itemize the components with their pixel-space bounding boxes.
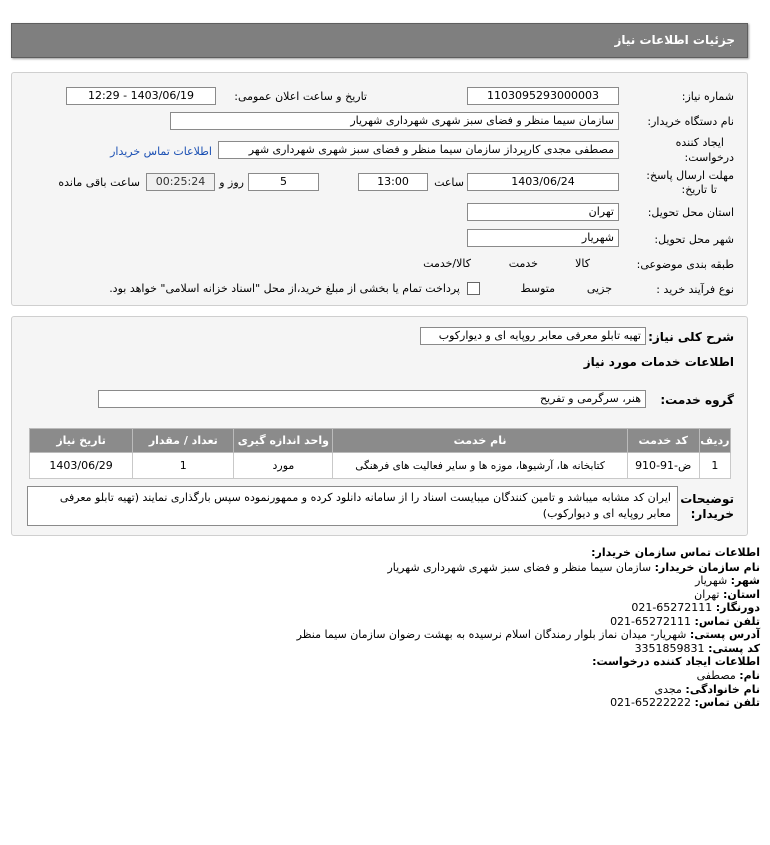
delivery-city-field: شهریار [467,229,619,247]
remaining-time-label: ساعت باقی مانده [58,176,140,189]
org-address-label: آدرس پستی: [689,628,760,641]
cell-service-code: ض-91-910 [627,453,699,479]
org-contact-heading: اطلاعات تماس سازمان خریدار: [591,546,760,559]
col-quantity: تعداد / مقدار [133,429,234,453]
creator-last-name-label: نام خانوادگی: [685,683,760,696]
buyer-notes-label-2: خریدار: [690,507,734,521]
col-need-date: تاریخ نیاز [30,429,133,453]
summary-label: شرح کلی نیاز: [648,330,734,344]
page-title: جزئیات اطلاعات نیاز [614,33,735,47]
delivery-city-label: شهر محل تحویل: [654,233,734,246]
creator-phone-value: 021-65222222 [610,696,692,709]
org-city-value: شهریار [695,574,728,587]
cell-service-name: کتابخانه ها، آرشیوها، موزه ها و سایر فعالیت های فرهنگی [333,453,627,479]
org-city-line [695,574,760,588]
deadline-label-1: مهلت ارسال پاسخ: [646,169,734,182]
deadline-time-label: ساعت [434,176,464,189]
remaining-time-field: 00:25:24 [146,173,215,191]
org-address-line [297,628,760,642]
col-service-code: کد خدمت [627,429,699,453]
creator-last-name-line [655,683,760,697]
cell-row-number: 1 [699,453,730,479]
buyer-org-field: سازمان سیما منظر و فضای سبز شهری شهرداری شهریار [170,112,619,130]
creator-phone-line [610,696,760,710]
services-heading: اطلاعات خدمات مورد نیاز [583,355,734,369]
category-label: طبقه بندی موضوعی: [636,258,734,271]
creator-first-name-label: نام: [739,669,760,682]
cell-unit: مورد [234,453,333,479]
announce-field: 1403/06/19 - 12:29 [66,87,216,105]
col-service-name: نام خدمت [333,429,627,453]
summary-field: تهیه تابلو معرفی معابر رو‌پایه ای و دیوارکوب [420,327,646,345]
deadline-label-2: تا تاریخ: [681,183,717,196]
cell-quantity: 1 [133,453,234,479]
buyer-notes-label-1: توضیحات [680,492,734,506]
need-number-label: شماره نیاز: [681,90,734,103]
creator-field: مصطفی مجدی کارپرداز سازمان سیما منظر و فضای سبز شهری شهرداری شهر [218,141,619,159]
org-fax-value: 021-65272111 [631,601,713,614]
org-province-value: تهران [694,588,720,601]
col-unit: واحد اندازه گیری [234,429,333,453]
treasury-payment-note: پرداخت تمام یا بخشی از مبلغ خرید،از محل "اسناد خزانه اسلامی" خواهد بود. [109,282,460,295]
org-phone-label: تلفن تماس: [694,615,760,628]
org-postal-label: کد پستی: [708,642,760,655]
creator-first-name-line [697,669,760,683]
buyer-contact-link[interactable]: اطلاعات تماس خریدار [110,145,212,158]
service-group-field: هنر، سرگرمی و تفریح [98,390,646,408]
services-table-header [30,429,731,453]
org-postal-line [635,642,760,656]
table-row [30,453,731,479]
service-group-label: گروه خدمت: [660,393,734,407]
deadline-time-field: 13:00 [358,173,428,191]
creator-label-1: ایجاد کننده [675,136,724,149]
buyer-org-label: نام دستگاه خریدار: [647,115,734,128]
org-name-value: سازمان سیما منظر و فضای سبز شهری شهرداری شهریار [387,561,652,574]
org-province-line [694,588,760,602]
org-fax-line [631,601,760,615]
treasury-payment-checkbox[interactable] [467,282,480,295]
col-row-number: ردیف [699,429,730,453]
org-phone-line [610,615,760,629]
category-service-label: خدمت [508,257,538,270]
announce-label: تاریخ و ساعت اعلان عمومی: [234,90,367,103]
creator-last-name-value: مجدی [654,683,682,696]
process-minor-label: جزیی [586,282,612,295]
category-goods-label: کالا [575,257,590,270]
org-phone-value: 021-65272111 [610,615,692,628]
category-goods-service-label: کالا/خدمت [423,257,471,270]
org-name-line [387,561,760,575]
days-field: 5 [248,173,319,191]
creator-contact-heading: اطلاعات ایجاد کننده درخواست: [592,655,760,668]
page-header [11,23,748,58]
creator-label-2: درخواست: [684,151,734,164]
creator-first-name-value: مصطفی [696,669,736,682]
days-label: روز و [219,176,244,189]
org-postal-value: 3351859831 [634,642,705,655]
cell-need-date: 1403/06/29 [30,453,133,479]
process-medium-label: متوسط [520,282,555,295]
org-fax-label: دورنگار: [715,601,760,614]
creator-phone-label: تلفن تماس: [694,696,760,709]
deadline-date-field: 1403/06/24 [467,173,619,191]
need-number-field: 1103095293000003 [467,87,619,105]
delivery-province-field: تهران [467,203,619,221]
delivery-province-label: استان محل تحویل: [647,206,734,219]
org-address-value: شهریار- میدان نماز بلوار رمندگان اسلام نرسیده به بهشت رضوان سازمان سیما منظر [296,628,687,641]
org-city-label: شهر: [730,574,760,587]
services-table [29,428,731,479]
buyer-notes-field: ایران کد مشابه میباشد و تامین کنندگان میبایست اسناد را از سامانه دانلود کرده و ممهورنموده سپس بارگذاری نمایند (تهیه تابلو معرفی معابر روپایه ای و دیوارکوب) [27,486,678,526]
org-name-label: نام سازمان خریدار: [654,561,760,574]
org-province-label: استان: [723,588,760,601]
process-label: نوع فرآیند خرید : [656,283,734,296]
